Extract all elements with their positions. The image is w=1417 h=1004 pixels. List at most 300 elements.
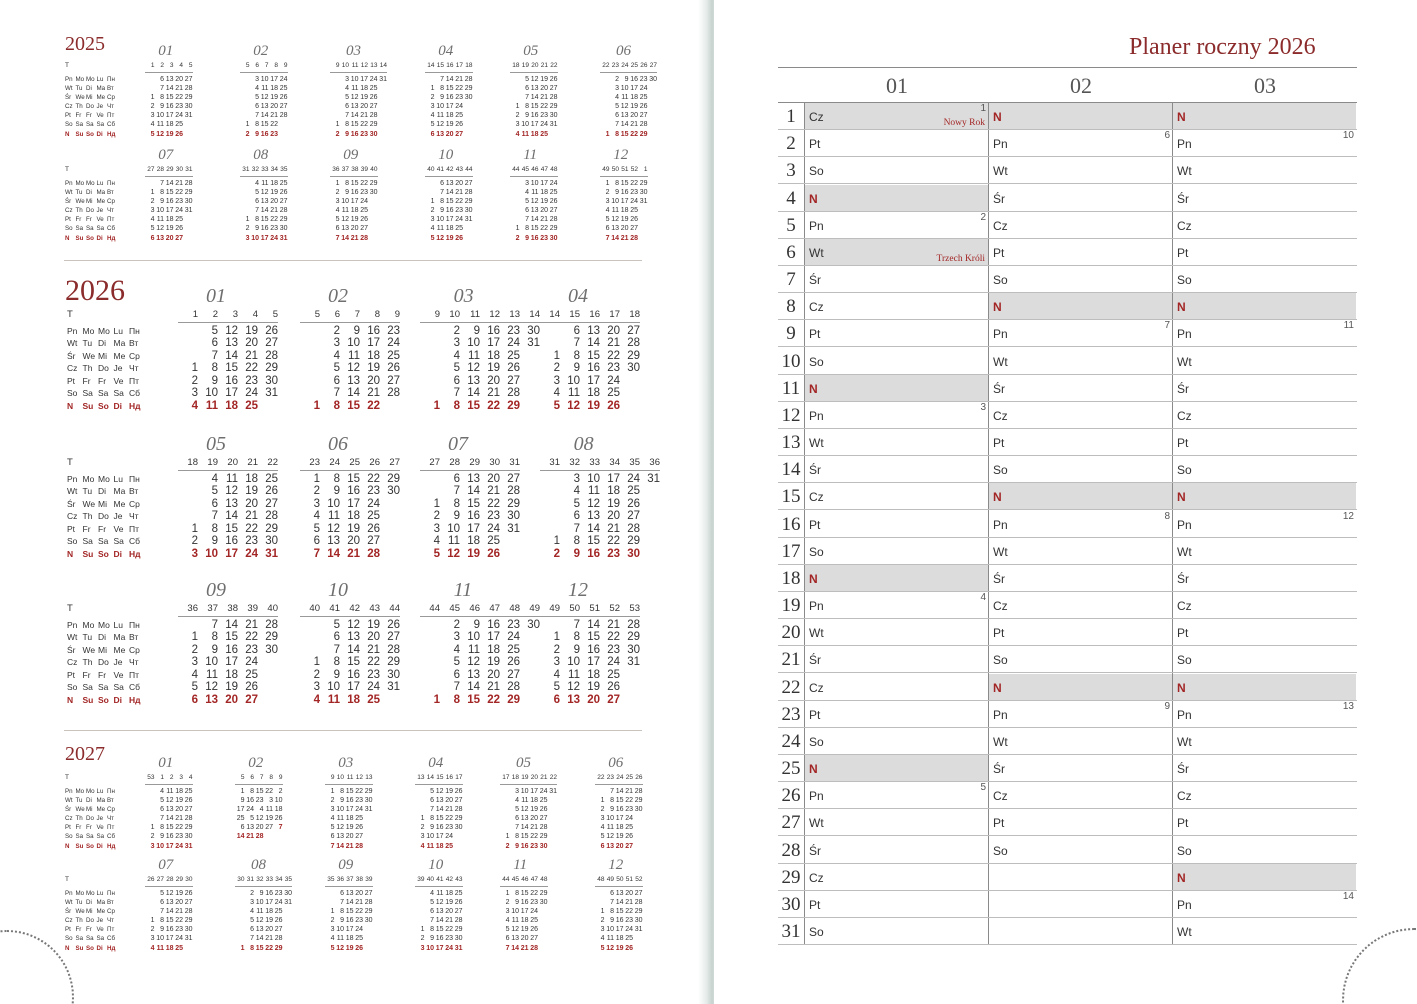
day-cell: 20 bbox=[607, 324, 620, 337]
day-cell: 15 bbox=[530, 225, 539, 233]
day-cell: 26 bbox=[454, 787, 463, 795]
weekday-abbr: Wt bbox=[993, 544, 1008, 559]
day-cell: 4 bbox=[160, 787, 164, 795]
day-cell: 4 bbox=[515, 130, 520, 138]
day-cell: 1 bbox=[605, 130, 610, 138]
day-cell: 13 bbox=[336, 833, 344, 841]
month-block-12 bbox=[540, 579, 644, 707]
day-cell: 1 bbox=[335, 179, 340, 187]
week-number: 36 bbox=[649, 457, 660, 468]
day-cell: 24 bbox=[539, 787, 548, 795]
week-number: 22 bbox=[597, 774, 605, 781]
week-number: 21 bbox=[247, 457, 258, 468]
weekday-label: Lu bbox=[113, 325, 123, 336]
day-cell: 2 bbox=[420, 935, 425, 943]
day-cell: 19 bbox=[350, 216, 359, 224]
day-cell: 24 bbox=[530, 907, 538, 915]
day-cell bbox=[363, 814, 373, 823]
day-cell: 4 bbox=[191, 668, 198, 681]
weekday-label: Th bbox=[75, 815, 83, 823]
day-cell: 27 bbox=[507, 374, 520, 387]
day-cell: 25 bbox=[175, 216, 183, 224]
month-block-03 bbox=[420, 285, 544, 413]
week-number: 25 bbox=[630, 62, 638, 69]
day-cell: 10 bbox=[205, 548, 218, 561]
day-cell: 3 bbox=[345, 75, 349, 83]
week-number-row bbox=[145, 62, 193, 71]
day-cell: 11 bbox=[261, 84, 269, 92]
week-number-row bbox=[600, 166, 648, 175]
day-cell: 28 bbox=[507, 681, 520, 694]
weekday-label: Чт bbox=[107, 815, 114, 823]
day-cell: 17 bbox=[615, 815, 624, 823]
weekday-label: Sa bbox=[86, 935, 94, 943]
week-number: 29 bbox=[175, 876, 183, 883]
weekday-label: Tu bbox=[75, 84, 83, 92]
day-cell: 25 bbox=[454, 889, 463, 897]
day-cell: 9 bbox=[259, 889, 264, 897]
day-cell: 9 bbox=[573, 643, 580, 656]
day-cell: 3 bbox=[433, 522, 440, 535]
day-cell bbox=[648, 93, 658, 102]
day-cell: 7 bbox=[430, 917, 434, 925]
left-page bbox=[0, 0, 704, 1004]
day-cell bbox=[620, 694, 640, 707]
day-cell: 31 bbox=[379, 75, 387, 83]
day-cell: 14 bbox=[336, 842, 344, 850]
day-cell: 9 bbox=[160, 926, 164, 934]
day-grid bbox=[425, 179, 473, 243]
month-block-11 bbox=[420, 579, 544, 707]
day-cell: 8 bbox=[615, 130, 619, 138]
day-cell bbox=[1173, 646, 1356, 672]
day-cell: 27 bbox=[369, 103, 378, 111]
day-cell: 27 bbox=[265, 337, 278, 350]
day-cell: 17 bbox=[225, 387, 238, 400]
day-cell: 20 bbox=[540, 207, 548, 215]
day-cell: 26 bbox=[367, 522, 380, 535]
day-cell: 13 bbox=[615, 889, 624, 897]
day-cell bbox=[415, 796, 425, 805]
day-cell: 29 bbox=[639, 130, 648, 138]
day-cell bbox=[145, 75, 155, 84]
day-cell: 23 bbox=[175, 103, 183, 111]
day-cell: 2 bbox=[615, 75, 619, 83]
weekday-label: Fr bbox=[86, 926, 92, 934]
day-grid bbox=[595, 787, 643, 851]
day-cell: 7 bbox=[160, 84, 164, 92]
weekday-label: Śr bbox=[67, 644, 76, 655]
weekday-label: Чт bbox=[129, 363, 139, 374]
day-of-month: 31 bbox=[781, 921, 801, 943]
day-cell: 20 bbox=[165, 234, 174, 242]
day-cell: 3 bbox=[150, 842, 155, 850]
day-cell: 16 bbox=[587, 362, 600, 375]
day-cell: 25 bbox=[540, 130, 548, 138]
day-cell: 23 bbox=[639, 75, 648, 83]
day-cell: 3 bbox=[420, 944, 425, 952]
weekday-label: Je bbox=[96, 103, 104, 111]
day-cell bbox=[235, 898, 245, 907]
day-cell bbox=[415, 805, 425, 814]
day-cell: 1 bbox=[191, 522, 198, 535]
weekday-label: So bbox=[98, 549, 109, 560]
day-cell bbox=[1173, 891, 1356, 917]
day-cell: 17 bbox=[165, 112, 174, 120]
day-cell: 1 bbox=[191, 631, 198, 644]
planner-row bbox=[778, 646, 1357, 673]
day-cell: 21 bbox=[175, 84, 183, 92]
day-cell: 16 bbox=[165, 926, 174, 934]
day-cell: 17 bbox=[530, 787, 538, 795]
day-cell: 23 bbox=[270, 130, 278, 138]
month-number: 02 bbox=[248, 755, 264, 771]
day-cell: 12 bbox=[336, 944, 344, 952]
day-cell: 13 bbox=[260, 197, 269, 205]
day-cell: 17 bbox=[620, 197, 629, 205]
week-number: 14 bbox=[427, 62, 435, 69]
week-number: 7 bbox=[264, 62, 269, 69]
day-cell: 16 bbox=[225, 535, 238, 548]
weekday-labels bbox=[65, 179, 118, 243]
day-cell: 1 bbox=[553, 349, 560, 362]
weekday-abbr: N bbox=[993, 300, 1002, 315]
day-cell: 13 bbox=[345, 889, 354, 897]
day-cell: 24 bbox=[175, 112, 183, 120]
day-cell: 19 bbox=[445, 898, 453, 906]
weekday-label: Pn bbox=[65, 787, 73, 795]
day-cell: 18 bbox=[620, 207, 629, 215]
day-cell: 9 bbox=[345, 188, 349, 196]
weekday-label: Pt bbox=[67, 669, 76, 680]
day-cell bbox=[363, 823, 373, 832]
day-cell: 7 bbox=[211, 510, 218, 523]
weekday-label: Do bbox=[86, 815, 94, 823]
day-cell bbox=[640, 523, 660, 536]
day-cell: 6 bbox=[313, 535, 320, 548]
day-cell: 24 bbox=[630, 197, 638, 205]
day-cell: 18 bbox=[587, 668, 600, 681]
day-cell: 29 bbox=[454, 926, 463, 934]
day-cell: 16 bbox=[345, 796, 354, 804]
day-cell: 5 bbox=[600, 944, 605, 952]
day-cell: 12 bbox=[447, 548, 460, 561]
week-underline bbox=[235, 886, 292, 887]
weekday-abbr: Pt bbox=[1177, 245, 1189, 260]
week-number: 43 bbox=[455, 166, 463, 173]
day-cell: 2 bbox=[278, 787, 283, 795]
day-cell: 10 bbox=[156, 842, 164, 850]
day-cell: 12 bbox=[467, 656, 480, 669]
week-underline bbox=[235, 784, 283, 785]
week-number-row bbox=[540, 603, 640, 615]
weekday-abbr: N bbox=[1177, 110, 1186, 124]
day-cell: 28 bbox=[464, 75, 473, 83]
day-grid bbox=[415, 787, 463, 851]
day-cell bbox=[283, 934, 293, 943]
day-cell: 28 bbox=[627, 522, 640, 535]
day-cell: 5 bbox=[515, 805, 519, 813]
day-cell: 6 bbox=[211, 337, 218, 350]
weekday-abbr: Cz bbox=[993, 218, 1008, 233]
day-cell: 15 bbox=[467, 694, 480, 707]
day-cell: 31 bbox=[364, 805, 373, 813]
day-cell: 20 bbox=[350, 225, 359, 233]
week-number: 17 bbox=[609, 309, 620, 320]
week-number: 42 bbox=[446, 166, 454, 173]
day-cell: 21 bbox=[347, 548, 360, 561]
day-cell: 21 bbox=[345, 842, 354, 850]
day-cell: 30 bbox=[454, 824, 463, 832]
day-cell: 15 bbox=[520, 889, 529, 897]
month-block-11 bbox=[500, 858, 552, 953]
day-cell: 5 bbox=[191, 681, 198, 694]
day-cell: 14 bbox=[445, 75, 454, 83]
week-number-row bbox=[595, 774, 643, 783]
day-cell bbox=[620, 387, 640, 400]
day-cell bbox=[1173, 293, 1356, 319]
day-cell: 29 bbox=[184, 93, 193, 101]
day-cell: 19 bbox=[630, 103, 638, 111]
day-cell: 25 bbox=[279, 84, 288, 92]
weekday-label: Вт bbox=[129, 632, 139, 643]
day-cell: 12 bbox=[255, 917, 264, 925]
weekday-abbr: Pn bbox=[809, 408, 824, 423]
day-cell: 24 bbox=[245, 387, 258, 400]
day-cell: 23 bbox=[360, 130, 368, 138]
day-cell: 29 bbox=[464, 84, 473, 92]
day-cell: 21 bbox=[175, 815, 183, 823]
day-cell: 17 bbox=[615, 926, 624, 934]
day-cell: 9 bbox=[211, 374, 218, 387]
month-number: 07 bbox=[158, 857, 174, 873]
day-cell bbox=[620, 669, 640, 682]
day-cell: 18 bbox=[347, 694, 360, 707]
day-cell: 31 bbox=[454, 944, 463, 952]
day-cell: 25 bbox=[279, 179, 288, 187]
day-cell: 25 bbox=[175, 944, 183, 952]
week-number: 13 bbox=[365, 774, 373, 781]
week-number: 26 bbox=[635, 774, 643, 781]
day-cell: 19 bbox=[530, 805, 538, 813]
weekday-label: Mo bbox=[75, 179, 85, 187]
day-of-month: 25 bbox=[781, 758, 801, 780]
day-cell: 6 bbox=[525, 207, 529, 215]
week-number-row bbox=[500, 774, 557, 783]
day-cell: 11 bbox=[328, 510, 340, 523]
day-cell: 23 bbox=[540, 112, 548, 120]
table-top-rule bbox=[778, 67, 1357, 68]
day-cell: 10 bbox=[467, 631, 480, 644]
day-cell: 31 bbox=[184, 112, 193, 120]
week-number: 39 bbox=[360, 166, 368, 173]
day-grid bbox=[330, 75, 387, 139]
day-cell: 27 bbox=[274, 926, 283, 934]
day-cell bbox=[510, 188, 520, 197]
day-cell: 31 bbox=[527, 337, 540, 350]
day-cell: 23 bbox=[455, 93, 463, 101]
day-cell: 24 bbox=[627, 472, 640, 485]
day-cell: 26 bbox=[507, 656, 520, 669]
day-cell: 19 bbox=[165, 225, 174, 233]
day-cell bbox=[235, 889, 245, 898]
week-number: 15 bbox=[569, 309, 580, 320]
weekday-abbr: Pt bbox=[809, 137, 821, 152]
day-cell: 28 bbox=[454, 805, 463, 813]
day-cell bbox=[145, 889, 155, 898]
weekday-label: So bbox=[65, 225, 73, 233]
day-cell: 15 bbox=[350, 121, 359, 129]
week-number-row bbox=[415, 876, 463, 885]
day-cell: 21 bbox=[487, 387, 500, 400]
day-cell: 10 bbox=[251, 234, 259, 242]
day-cell: 3 bbox=[335, 197, 340, 205]
day-cell: 22 bbox=[175, 93, 183, 101]
day-cell: 10 bbox=[350, 75, 359, 83]
day-cell: 12 bbox=[511, 926, 519, 934]
day-cell: 12 bbox=[611, 216, 619, 224]
week-number: 1 bbox=[643, 166, 648, 173]
month-block-02 bbox=[300, 285, 404, 413]
day-cell: 6 bbox=[605, 225, 610, 233]
day-cell bbox=[380, 694, 400, 707]
day-cell: 6 bbox=[335, 225, 340, 233]
week-number: 31 bbox=[242, 166, 250, 173]
day-cell: 18 bbox=[367, 349, 380, 362]
week-number-row bbox=[415, 774, 463, 783]
day-cell: 22 bbox=[175, 824, 183, 832]
week-underline bbox=[240, 176, 288, 177]
week-number: 7 bbox=[354, 309, 360, 320]
day-cell: 21 bbox=[625, 787, 633, 795]
day-cell: 2 bbox=[250, 889, 254, 897]
day-cell: 25 bbox=[245, 400, 258, 413]
weekday-abbr: Wt bbox=[1177, 544, 1192, 559]
day-cell: 10 bbox=[260, 75, 269, 83]
planner-row bbox=[778, 429, 1357, 456]
day-cell: 30 bbox=[527, 324, 540, 337]
day-cell: 11 bbox=[156, 121, 164, 129]
weekday-label: N bbox=[67, 695, 74, 706]
day-cell: 22 bbox=[367, 400, 380, 413]
weekday-abbr: Cz bbox=[1177, 789, 1192, 804]
week-number: 35 bbox=[284, 876, 292, 883]
weekday-labels bbox=[67, 325, 145, 413]
month-number: 12 bbox=[613, 147, 629, 163]
weekday-label: Me bbox=[96, 907, 106, 915]
day-cell: 27 bbox=[265, 824, 273, 832]
weekday-abbr: N bbox=[993, 680, 1002, 695]
weekday-abbr: Cz bbox=[809, 490, 824, 505]
weekday-label: Su bbox=[82, 695, 94, 706]
weekday-label: Пт bbox=[129, 669, 140, 680]
day-cell: 15 bbox=[467, 400, 480, 413]
day-cell: 13 bbox=[587, 510, 600, 523]
day-cell bbox=[453, 842, 463, 851]
weekday-abbr: Cz bbox=[809, 110, 824, 124]
day-cell: 19 bbox=[615, 833, 624, 841]
day-cell: 14 bbox=[611, 234, 619, 242]
week-number: 1 bbox=[980, 103, 986, 114]
week-number-row bbox=[425, 62, 473, 71]
day-cell bbox=[235, 934, 245, 943]
day-cell bbox=[278, 130, 288, 139]
weekday-abbr: Wt bbox=[809, 626, 824, 641]
weekday-label: Do bbox=[98, 657, 109, 668]
day-cell: 19 bbox=[445, 787, 453, 795]
year-2025-title: 2025 bbox=[65, 33, 105, 55]
day-cell: 5 bbox=[430, 234, 435, 242]
weekday-label: Sa bbox=[113, 388, 124, 399]
day-cell: 6 bbox=[333, 374, 340, 387]
weekday-label: Ve bbox=[96, 824, 104, 832]
day-cell: 30 bbox=[507, 510, 520, 523]
holiday-label: Trzech Króli bbox=[936, 253, 985, 264]
weekday-label: Mo bbox=[82, 473, 95, 484]
day-cell bbox=[640, 498, 660, 511]
day-cell: 1 bbox=[515, 225, 520, 233]
month-block-10 bbox=[415, 858, 467, 953]
day-cell: 12 bbox=[620, 103, 629, 111]
day-cell: 23 bbox=[625, 917, 633, 925]
week-number-row bbox=[300, 309, 400, 321]
day-cell bbox=[989, 239, 1172, 265]
day-cell: 31 bbox=[279, 234, 288, 242]
day-cell: 21 bbox=[607, 618, 620, 631]
weekday-label: Пт bbox=[107, 112, 115, 120]
day-cell: 22 bbox=[360, 179, 368, 187]
day-cell: 15 bbox=[350, 179, 359, 187]
week-number-row bbox=[420, 309, 540, 321]
weekday-label: Tu bbox=[82, 338, 93, 349]
week-number: 25 bbox=[625, 774, 633, 781]
day-of-month: 23 bbox=[781, 703, 801, 725]
weekday-abbr: So bbox=[1177, 273, 1192, 288]
day-cell: 23 bbox=[530, 898, 538, 906]
day-cell bbox=[648, 102, 658, 111]
day-cell bbox=[510, 197, 520, 206]
week-number: 14 bbox=[426, 774, 434, 781]
day-cell: 6 bbox=[440, 179, 444, 187]
week-number: 32 bbox=[251, 166, 259, 173]
weekday-label: Fr bbox=[82, 523, 91, 534]
day-cell bbox=[368, 224, 378, 233]
week-underline bbox=[540, 322, 640, 323]
day-of-month: 4 bbox=[786, 187, 796, 209]
weekday-label: Sa bbox=[75, 935, 84, 943]
day-cell: 30 bbox=[649, 75, 657, 83]
day-cell: 28 bbox=[265, 618, 278, 631]
weekday-label: Me bbox=[96, 93, 106, 101]
weekday-label: Вт bbox=[107, 188, 114, 196]
day-cell bbox=[500, 787, 510, 796]
day-cell: 10 bbox=[426, 944, 434, 952]
day-cell: 8 bbox=[160, 824, 164, 832]
week-number: 27 bbox=[429, 457, 440, 468]
week-number: 39 bbox=[247, 603, 258, 614]
day-cell: 23 bbox=[607, 548, 620, 561]
week-number: 16 bbox=[445, 774, 453, 781]
day-cell: 14 bbox=[260, 207, 269, 215]
day-cell: 7 bbox=[573, 618, 580, 631]
weekday-label: Mo bbox=[98, 325, 110, 336]
day-cell bbox=[520, 644, 540, 657]
day-grid bbox=[145, 179, 193, 243]
day-cell: 28 bbox=[634, 898, 643, 906]
weekday-label: Ve bbox=[113, 375, 124, 386]
week-number: 23 bbox=[611, 62, 619, 69]
week-number: 31 bbox=[246, 876, 254, 883]
